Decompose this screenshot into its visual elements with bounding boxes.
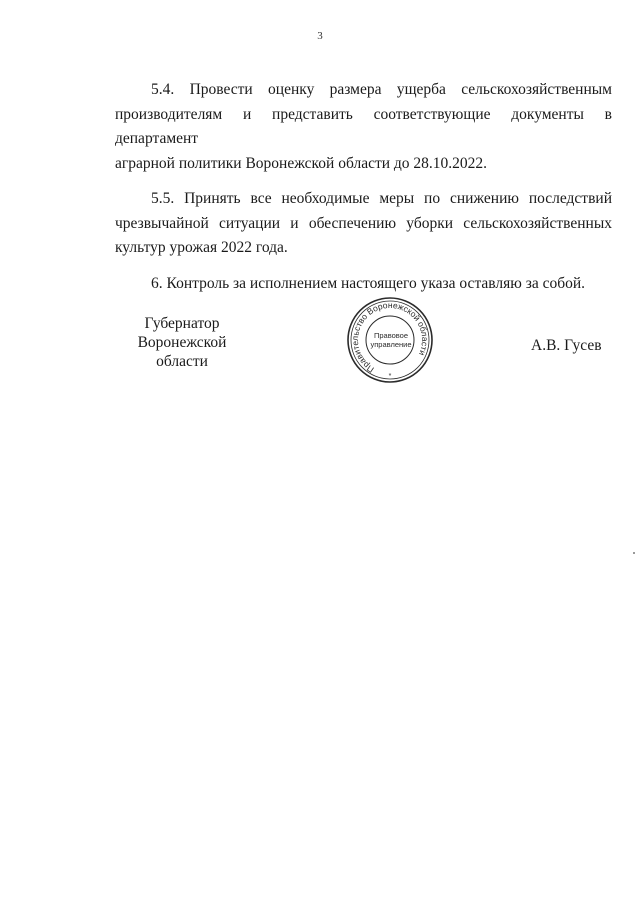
signature-position-line2: Воронежской области (137, 334, 227, 370)
paragraph-6 (115, 272, 612, 297)
paragraph-line: культур урожая 2022 года. (115, 239, 288, 256)
seal-graphic (342, 296, 438, 384)
paragraph-line: 6. Контроль за исполнением настоящего указа оставляю за собой. (151, 274, 586, 292)
scan-speck (633, 552, 635, 554)
page-number: 3 (317, 30, 323, 42)
seal-ring-text: Правительство Воронежской области (349, 299, 431, 375)
seal-center-line1: Правовое (373, 331, 409, 340)
signature-position (112, 314, 252, 371)
official-seal-stamp (342, 296, 438, 384)
paragraph-line: чрезвычайной ситуации и обеспечению уборки сельскохозяйственных (115, 214, 612, 232)
body-text (115, 78, 612, 307)
seal-center-line2: управление (370, 340, 412, 349)
signature-position-line1: Губернатор (144, 315, 220, 332)
paragraph-line: аграрной политики Воронежской области до 28.10.2022. (115, 154, 488, 172)
paragraph-line: производителям и представить соответствующие документы в департамент (115, 105, 612, 147)
signatory-name: А.В. Гусев (531, 337, 602, 354)
paragraph-line: 5.5. Принять все необходимые меры по снижению последствий (151, 190, 612, 207)
paragraph-line: 5.4. Провести оценку размера ущерба сельскохозяйственным (151, 81, 612, 98)
paragraph-5-5 (115, 187, 612, 261)
seal-star: * (388, 373, 392, 380)
paragraph-5-4 (115, 78, 612, 176)
